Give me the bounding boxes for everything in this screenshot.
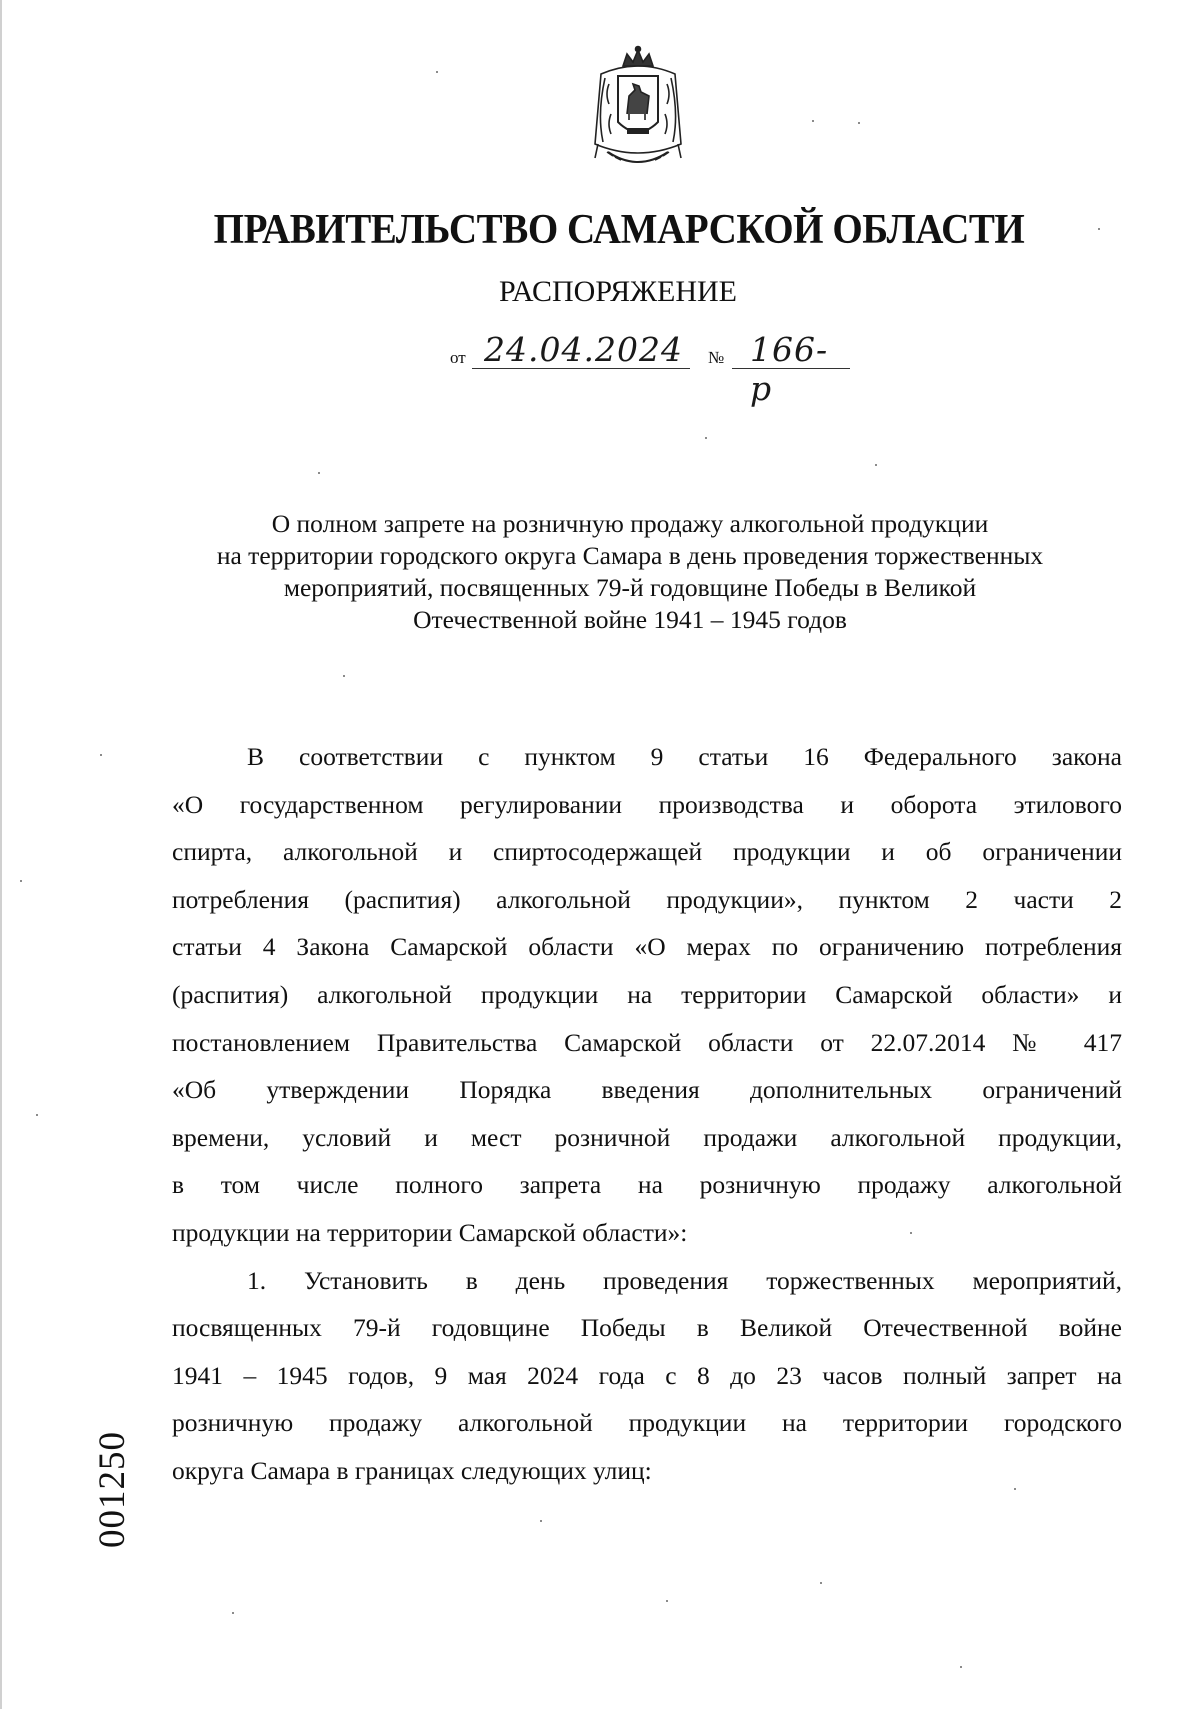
margin-registration-number: 001250 <box>92 1431 133 1548</box>
body-line: спирта, алкогольной и спиртосодержащей продукции и об ограничении <box>172 837 1122 867</box>
date-prefix: от <box>450 348 466 367</box>
document-type: РАСПОРЯЖЕНИЕ <box>498 275 738 308</box>
document-heading <box>140 508 1120 636</box>
organization-title: ПРАВИТЕЛЬСТВО САМАРСКОЙ ОБЛАСТИ <box>213 207 1025 253</box>
handwritten-date: 24.04.2024 <box>484 330 683 369</box>
body-line: в том числе полного запрета на розничную продажу алкогольной <box>172 1170 1122 1200</box>
handwritten-number: 166-р <box>750 330 829 408</box>
body-line: «Об утверждении Порядка введения дополнительных ограничений <box>172 1075 1122 1105</box>
body-line: постановлением Правительства Самарской области от 22.07.2014 № 417 <box>172 1027 1122 1057</box>
body-line: времени, условий и мест розничной продажи алкогольной продукции, <box>172 1122 1122 1152</box>
date-number-line <box>450 330 850 408</box>
heading-line: мероприятий, посвященных 79-й годовщине Победы в Великой <box>283 573 977 602</box>
body-line: В соответствии с пунктом 9 статьи 16 Федерального закона <box>247 742 1122 771</box>
scan-edge <box>0 0 2 1709</box>
body-line: статьи 4 Закона Самарской области «О мерах по ограничению потребления <box>172 932 1122 962</box>
heading-line: на территории городского округа Самара в день проведения торжественных <box>216 541 1044 570</box>
coat-of-arms-emblem <box>583 44 693 176</box>
body-line: продукции на территории Самарской области»: <box>172 1217 688 1247</box>
body-line: потребления (распития) алкогольной продукции», пунктом 2 части 2 <box>172 884 1122 914</box>
body-line: (распития) алкогольной продукции на территории Самарской области» и <box>172 979 1122 1009</box>
body-line: посвященных 79-й годовщине Победы в Великой Отечественной войне <box>172 1313 1122 1343</box>
heading-line: Отечественной войне 1941 – 1945 годов <box>413 605 847 634</box>
number-prefix: № <box>708 348 725 367</box>
body-line: округа Самара в границах следующих улиц: <box>172 1455 652 1485</box>
body-line: 1941 – 1945 годов, 9 мая 2024 года с 8 до 23 часов полный запрет на <box>172 1360 1122 1390</box>
body-line: розничную продажу алкогольной продукции на территории городского <box>172 1408 1122 1438</box>
body-line: 1. Установить в день проведения торжественных мероприятий, <box>247 1265 1122 1295</box>
heading-line: О полном запрете на розничную продажу алкогольной продукции <box>271 509 989 538</box>
document-body <box>172 733 1122 1495</box>
body-line: «О государственном регулировании производства и оборота этилового <box>172 789 1122 819</box>
